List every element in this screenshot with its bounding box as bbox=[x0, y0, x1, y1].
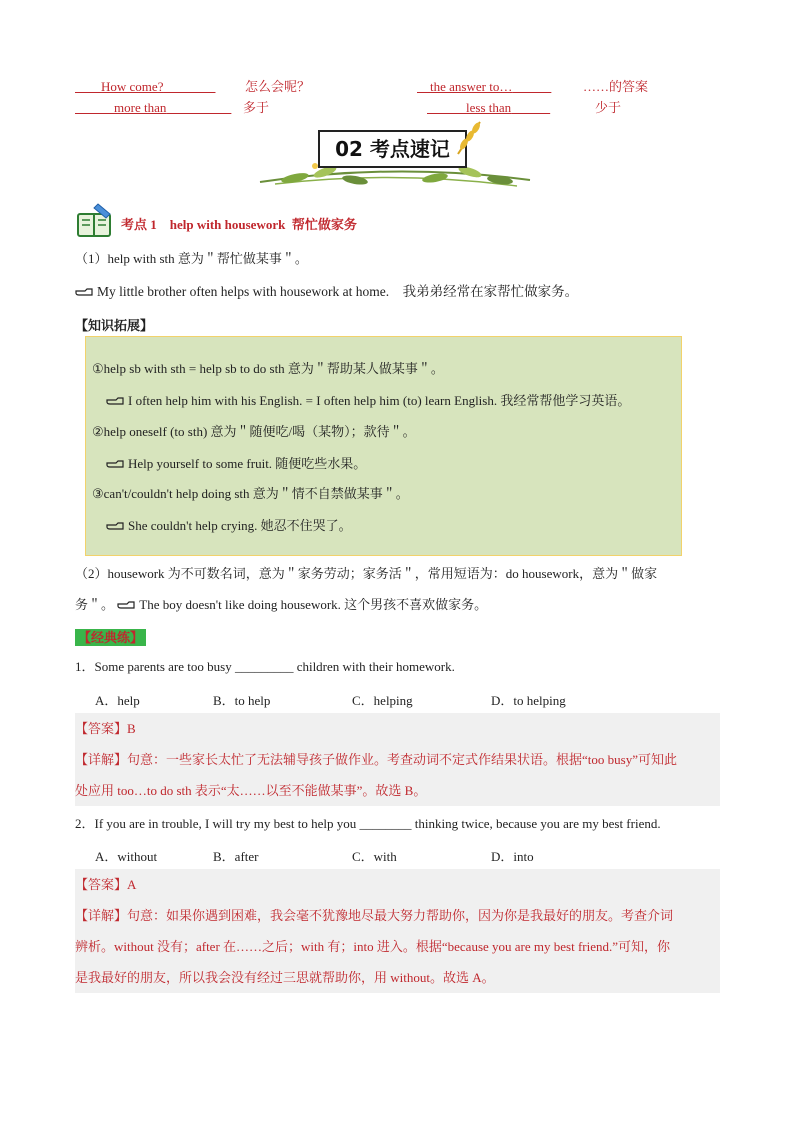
vocab-term: more than bbox=[114, 100, 167, 115]
practice-label: 【经典练】 bbox=[75, 627, 146, 646]
explanation-2-line-2: 辨析。without 没有；after 在……之后；with 有；into 进入。根据“because you are my best friend.”可知，你 bbox=[75, 939, 671, 954]
vocab-meaning: ……的答案 bbox=[583, 79, 649, 94]
pointing-hand-icon bbox=[75, 286, 93, 298]
option-a: A．without bbox=[95, 849, 158, 864]
question-1-options bbox=[95, 690, 695, 708]
option-c: C．helping bbox=[352, 693, 413, 708]
extension-example-1: I often help him with his English. = I often help him (to) learn English. 我经常帮他学习英语。 bbox=[106, 392, 751, 410]
point-paragraph-1: （1）help with sth 意为＂帮忙做某事＂。 bbox=[75, 251, 308, 266]
vocab-meaning: 少于 bbox=[595, 100, 622, 115]
explanation-2-line-3: 是我最好的朋友，所以我会没有经过三思就帮助你，用 without。故选 A。 bbox=[75, 970, 495, 985]
option-b: B．after bbox=[213, 849, 259, 864]
wheat-icon bbox=[450, 118, 490, 158]
option-d: D．to helping bbox=[491, 693, 566, 708]
option-c: C．with bbox=[352, 849, 397, 864]
section-title-box bbox=[318, 130, 467, 168]
explanation-2-line-1: 【详解】句意：如果你遇到困难，我会毫不犹豫地尽最大努力帮助你，因为你是我最好的朋友。考查介词 bbox=[75, 908, 674, 923]
vocab-meaning: 多于 bbox=[243, 100, 270, 115]
extension-example-3: She couldn't help crying. 她忍不住哭了。 bbox=[106, 517, 751, 535]
extension-label: 【知识拓展】 bbox=[75, 318, 154, 333]
option-a: A．help bbox=[95, 693, 140, 708]
vocab-term: less than bbox=[466, 100, 512, 115]
pointing-hand-icon bbox=[106, 395, 124, 407]
point-paragraph-2-cont: 务＂。 The boy doesn't like doing housework. 这个男孩不喜欢做家务。 bbox=[75, 597, 488, 612]
question-2-stem: 2．If you are in trouble, I will try my best to help you ________ thinking twice, because you are my best friend. bbox=[75, 816, 661, 831]
extension-rule-2: ②help oneself (to sth) 意为＂随便吃/喝（某物）；款待＂。 bbox=[92, 424, 416, 439]
answer-2: 【答案】A bbox=[75, 877, 137, 892]
answer-1: 【答案】B bbox=[75, 721, 136, 736]
point-paragraph-2: （2）housework 为不可数名词，意为＂家务劳动；家务活＂，常用短语为：do housework，意为＂做家 bbox=[75, 566, 658, 581]
book-pencil-icon bbox=[76, 200, 114, 238]
example-line bbox=[75, 283, 720, 301]
extension-rule-1: ①help sb with sth = help sb to do sth 意为＂帮助某人做某事＂。 bbox=[92, 361, 444, 376]
section-title: 02 考点速记 bbox=[335, 137, 450, 161]
pointing-hand-icon bbox=[106, 458, 124, 470]
example-text: My little brother often helps with housework at home. 我弟弟经常在家帮忙做家务。 bbox=[97, 284, 579, 299]
pointing-hand-icon bbox=[106, 520, 124, 532]
option-b: B．to help bbox=[213, 693, 271, 708]
question-2-options bbox=[95, 846, 695, 864]
option-d: D．into bbox=[491, 849, 534, 864]
extension-example-2: Help yourself to some fruit. 随便吃些水果。 bbox=[106, 455, 751, 473]
vocab-term: How come? bbox=[101, 79, 164, 94]
question-1-stem: 1．Some parents are too busy _________ children with their homework. bbox=[75, 659, 455, 674]
explanation-1-line-1: 【详解】句意：一些家长太忙了无法辅导孩子做作业。考查动词不定式作结果状语。根据“too busy”可知此 bbox=[75, 752, 677, 767]
extension-rule-3: ③can't/couldn't help doing sth 意为＂情不自禁做某事＂。 bbox=[92, 486, 409, 501]
point-heading: 考点 1 help with housework 帮忙做家务 bbox=[121, 217, 357, 232]
vocab-term: the answer to… bbox=[430, 79, 513, 94]
pointing-hand-icon bbox=[117, 599, 135, 611]
vocab-meaning: 怎么会呢？ bbox=[245, 79, 311, 94]
explanation-1-line-2: 处应用 too…to do sth 表示“太……以至不能做某事”。故选 B。 bbox=[75, 783, 427, 798]
